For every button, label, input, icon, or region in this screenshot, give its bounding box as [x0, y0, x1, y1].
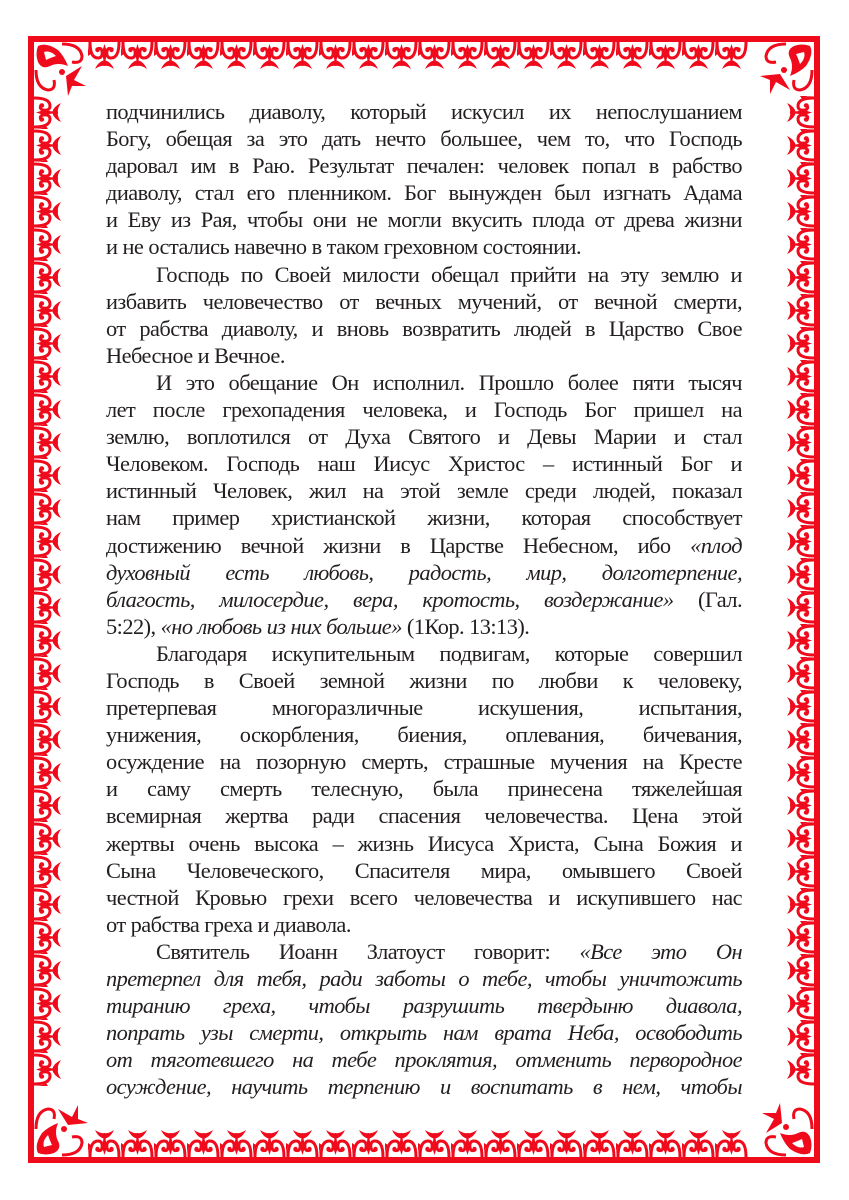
text-line: [106, 1019, 742, 1046]
border-corner-ornament: [760, 1103, 820, 1163]
border-corner-ornament: [760, 36, 820, 96]
quote-text: осуждение, научить терпению и воспитать в нем, чтобы: [106, 1074, 742, 1100]
text-line: [106, 586, 742, 613]
border-motif-top: [616, 38, 649, 69]
border-motif-left: [30, 723, 61, 756]
border-motif-right: [787, 327, 818, 360]
text-line: [106, 342, 742, 369]
quote-text: попрать узы смерти, открыть нам врата Неба, освободить: [106, 1020, 742, 1046]
text-line: [106, 884, 742, 911]
body-text: диаволу, стал его пленником. Бог вынужден был изгнать Адама: [106, 180, 742, 206]
border-motif-top: [517, 38, 550, 69]
border-motif-bottom: [715, 1130, 748, 1161]
border-motif-left: [30, 327, 61, 360]
body-text: всемирная жертва ради спасения человечества. Цена этой: [106, 803, 742, 829]
border-motif-top: [121, 38, 154, 69]
border-motif-left: [30, 492, 61, 525]
paragraph: [106, 369, 742, 640]
text-line: [106, 938, 742, 965]
border-motif-left: [30, 921, 61, 954]
text-line: [106, 694, 742, 721]
body-text: жертвы очень высока – жизнь Иисуса Христа, Сына Божия и: [106, 830, 742, 856]
border-motif-right: [787, 855, 818, 888]
text-line: [106, 477, 742, 504]
border-motif-right: [787, 558, 818, 591]
quote-text: от тяготевшего на тебе проклятия, отменить первородное: [106, 1047, 742, 1073]
text-line: [106, 261, 742, 288]
border-motif-left: [30, 690, 61, 723]
text-line: [106, 288, 742, 315]
border-motif-top: [319, 38, 352, 69]
border-motif-bottom: [121, 1130, 154, 1161]
border-motif-top: [187, 38, 220, 69]
body-text: и саму смерть телесную, была принесена тяжелейшая: [106, 776, 742, 802]
border-motif-bottom: [649, 1130, 682, 1161]
body-text: подчинились диаволу, который искусил их непослушанием: [106, 99, 742, 124]
body-text: Господь в Своей земной жизни по любви к человеку,: [106, 667, 742, 693]
border-motif-top: [682, 38, 715, 69]
border-motif-left: [30, 393, 61, 426]
border-motif-top: [154, 38, 187, 69]
text-line: [106, 423, 742, 450]
text-line: [106, 206, 742, 233]
border-motif-bottom: [385, 1130, 418, 1161]
border-motif-bottom: [286, 1130, 319, 1161]
body-text: лет после грехопадения человека, и Господь Бог пришел на: [106, 397, 742, 423]
quote-text: тиранию греха, чтобы разрушить твердыню диавола,: [106, 993, 742, 1019]
border-motif-top: [451, 38, 484, 69]
border-motif-left: [30, 855, 61, 888]
border-motif-top: [88, 38, 121, 69]
quote-text: «плод: [690, 532, 742, 558]
border-motif-right: [787, 162, 818, 195]
border-motif-left: [30, 954, 61, 987]
border-motif-top: [286, 38, 319, 69]
border-corner-ornament: [28, 1103, 88, 1163]
border-motif-right: [787, 822, 818, 855]
border-motif-right: [787, 129, 818, 162]
border-motif-left: [30, 591, 61, 624]
text-line: [106, 640, 742, 667]
body-text: даровал им в Раю. Результат печален: человек попал в рабство: [106, 153, 742, 179]
text-line: [106, 1046, 742, 1073]
border-motif-right: [787, 954, 818, 987]
body-text: достижению вечной жизни в Царстве Небесном, ибо: [106, 532, 691, 558]
border-motif-top: [550, 38, 583, 69]
border-motif-right: [787, 987, 818, 1020]
border-motif-left: [30, 756, 61, 789]
paragraph: [106, 261, 742, 369]
border-motif-bottom: [517, 1130, 550, 1161]
border-motif-bottom: [154, 1130, 187, 1161]
border-motif-bottom: [682, 1130, 715, 1161]
body-text: Богу, обещая за это дать нечто большее, чем то, что Господь: [106, 126, 742, 152]
quote-text: «Все это Он: [579, 938, 743, 964]
text-line: [106, 233, 742, 260]
text-line: [106, 857, 742, 884]
border-motif-right: [787, 393, 818, 426]
border-motif-right: [787, 1053, 818, 1086]
border-motif-left: [30, 162, 61, 195]
border-motif-top: [649, 38, 682, 69]
body-text: честной Кровью грехи всего человечества и искупившего нас: [106, 884, 742, 910]
border-motif-left: [30, 525, 61, 558]
quote-text: претерпел для тебя, ради заботы о тебе, чтобы уничтожить: [106, 966, 742, 991]
text-line: [106, 98, 742, 125]
border-motif-right: [787, 492, 818, 525]
border-motif-bottom: [319, 1130, 352, 1161]
text-line: [106, 613, 742, 640]
border-motif-left: [30, 1020, 61, 1053]
border-motif-bottom: [484, 1130, 517, 1161]
border-motif-bottom: [220, 1130, 253, 1161]
border-motif-right: [787, 426, 818, 459]
body-text: от рабства диаволу, и вновь возвратить людей в Царство Свое: [106, 315, 742, 341]
border-motif-bottom: [187, 1130, 220, 1161]
body-text: 5:22),: [106, 613, 161, 639]
text-line: [106, 152, 742, 179]
border-motif-left: [30, 96, 61, 129]
body-text: унижения, оскорбления, биения, оплевания, бичевания,: [106, 722, 742, 748]
paragraph: [106, 938, 742, 1101]
text-line: [106, 125, 742, 152]
text-line: [106, 992, 742, 1019]
body-text: и Еву из Рая, чтобы они не могли вкусить плода от древа жизни: [106, 207, 742, 233]
border-motif-right: [787, 591, 818, 624]
border-motif-left: [30, 129, 61, 162]
text-line: [106, 830, 742, 857]
border-motif-left: [30, 261, 61, 294]
text-line: [106, 504, 742, 531]
border-motif-left: [30, 459, 61, 492]
body-text: Господь по Своей милости обещал прийти на эту землю и: [156, 261, 742, 287]
text-line: [106, 911, 742, 938]
border-motif-right: [787, 525, 818, 558]
paragraph: [106, 98, 742, 261]
text-line: [106, 559, 742, 586]
border-motif-top: [385, 38, 418, 69]
border-motif-right: [787, 789, 818, 822]
body-text: землю, воплотился от Духа Святого и Девы Марии и стал: [106, 424, 742, 450]
quote-text: духовный есть любовь, радость, мир, долготерпение,: [106, 559, 742, 585]
quote-text: благость, милосердие, вера, кротость, воздержание»: [106, 586, 674, 612]
text-line: [106, 667, 742, 694]
border-motif-right: [787, 657, 818, 690]
border-corner-ornament: [28, 36, 88, 96]
border-motif-top: [352, 38, 385, 69]
border-motif-left: [30, 657, 61, 690]
border-motif-top: [715, 38, 748, 69]
border-motif-right: [787, 1020, 818, 1053]
border-motif-bottom: [550, 1130, 583, 1161]
text-line: [106, 369, 742, 396]
text-line: [106, 802, 742, 829]
border-motif-right: [787, 690, 818, 723]
border-motif-top: [253, 38, 286, 69]
body-text: Небесное и Вечное.: [106, 342, 285, 368]
body-text: (1Кор. 13:13).: [401, 613, 530, 639]
border-motif-right: [787, 888, 818, 921]
border-motif-right: [787, 96, 818, 129]
body-text: И это обещание Он исполнил. Прошло более пяти тысяч: [156, 369, 742, 395]
border-motif-left: [30, 360, 61, 393]
text-line: [106, 775, 742, 802]
border-motif-right: [787, 360, 818, 393]
body-text: (Гал.: [673, 586, 743, 612]
border-motif-bottom: [253, 1130, 286, 1161]
border-motif-left: [30, 1053, 61, 1086]
border-motif-bottom: [352, 1130, 385, 1161]
border-motif-left: [30, 228, 61, 261]
border-motif-right: [787, 921, 818, 954]
body-text: Святитель Иоанн Златоуст говорит:: [156, 938, 580, 964]
border-motif-right: [787, 459, 818, 492]
border-motif-top: [220, 38, 253, 69]
border-motif-right: [787, 723, 818, 756]
body-text: Сына Человеческого, Спасителя мира, омывшего Своей: [106, 857, 742, 883]
border-motif-top: [583, 38, 616, 69]
body-text: от рабства греха и диавола.: [106, 911, 351, 937]
border-motif-bottom: [583, 1130, 616, 1161]
body-text: и не остались навечно в таком греховном состоянии.: [106, 234, 581, 260]
text-line: [106, 396, 742, 423]
border-motif-left: [30, 888, 61, 921]
border-motif-top: [418, 38, 451, 69]
quote-text: «но любовь из них больше»: [160, 613, 402, 639]
border-motif-left: [30, 789, 61, 822]
border-motif-right: [787, 228, 818, 261]
border-motif-left: [30, 426, 61, 459]
border-motif-left: [30, 195, 61, 228]
text-line: [106, 179, 742, 206]
text-line: [106, 1073, 742, 1100]
border-motif-left: [30, 624, 61, 657]
border-motif-bottom: [616, 1130, 649, 1161]
border-motif-left: [30, 987, 61, 1020]
border-motif-bottom: [418, 1130, 451, 1161]
border-motif-top: [484, 38, 517, 69]
border-motif-bottom: [451, 1130, 484, 1161]
body-text: истинный Человек, жил на этой земле среди людей, показал: [106, 478, 742, 504]
border-motif-right: [787, 624, 818, 657]
border-motif-right: [787, 756, 818, 789]
body-text: претерпевая многоразличные искушения, испытания,: [106, 695, 742, 721]
text-line: [106, 315, 742, 342]
text-line: [106, 450, 742, 477]
border-motif-right: [787, 195, 818, 228]
document-body: [106, 98, 742, 1100]
border-motif-bottom: [88, 1130, 121, 1161]
body-text: нам пример христианской жизни, которая способствует: [106, 505, 742, 531]
paragraph: [106, 640, 742, 938]
border-motif-left: [30, 822, 61, 855]
border-motif-right: [787, 261, 818, 294]
border-motif-right: [787, 294, 818, 327]
text-line: [106, 965, 742, 992]
body-text: Человеком. Господь наш Иисус Христос – истинный Бог и: [106, 451, 742, 477]
body-text: осуждение на позорную смерть, страшные мучения на Кресте: [106, 749, 742, 775]
border-motif-left: [30, 294, 61, 327]
text-line: [106, 532, 742, 559]
border-motif-left: [30, 558, 61, 591]
body-text: избавить человечество от вечных мучений, от вечной смерти,: [106, 288, 742, 314]
text-line: [106, 721, 742, 748]
text-line: [106, 748, 742, 775]
body-text: Благодаря искупительным подвигам, которые совершил: [156, 640, 742, 666]
